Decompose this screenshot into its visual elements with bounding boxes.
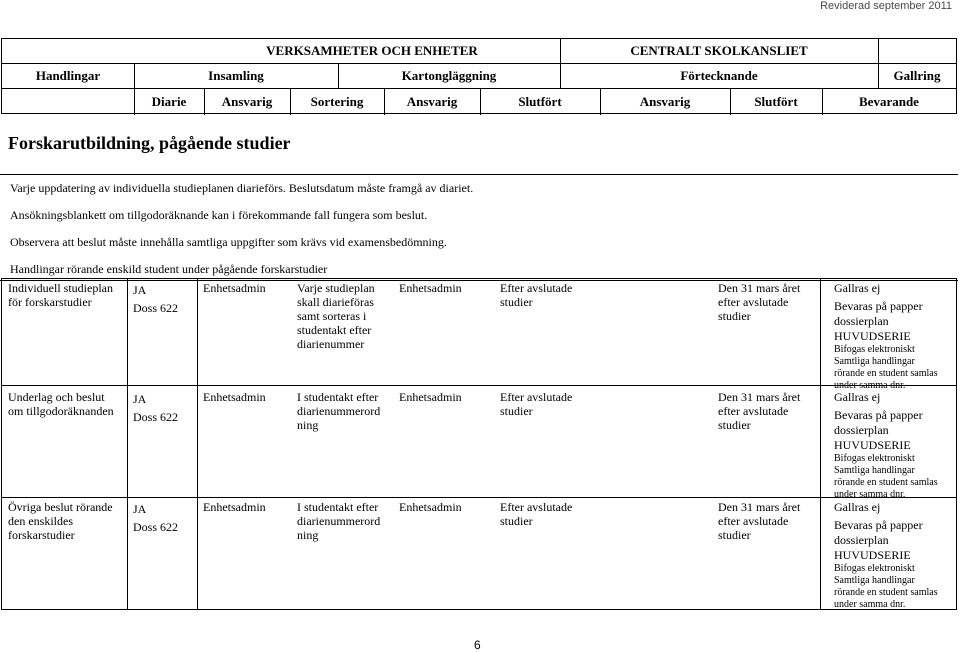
- header-centralt: CENTRALT SKOLKANSLIET: [630, 43, 808, 58]
- handling-name: Övriga beslut rörande den enskildes forskarstudier: [8, 500, 113, 542]
- header-row-3: [2, 88, 956, 115]
- records-table: [1, 278, 958, 610]
- diarie-cell: JA Doss 622: [133, 283, 179, 315]
- header-slutfort-1: Slutfört: [518, 94, 562, 109]
- ansvarig-cell: Enhetsadmin: [203, 390, 266, 404]
- header-diarie: Diarie: [151, 94, 187, 109]
- header-bevarande: Bevarande: [859, 94, 919, 109]
- slutfort-cell: Efter avslutade studier: [500, 281, 573, 309]
- sortering-cell: Varje studieplan skall diarieföras samt sorteras i studentakt efter diarienummer: [297, 281, 375, 351]
- intro-notes: [0, 174, 958, 281]
- section-label: Handlingar rörande enskild student under pågående forskarstudier: [10, 262, 328, 276]
- forteck-cell: Den 31 mars året efter avslutade studier: [718, 500, 801, 542]
- header-slutfort-2: Slutfört: [754, 94, 798, 109]
- ansvarig2-cell: Enhetsadmin: [399, 390, 462, 404]
- header-row-2: [2, 63, 956, 88]
- gallring-cell: Gallras ej Bevaras på papper dossierplan HUVUDSERIE Bifogas elektroniskt Samtliga handlingar rörande en student samlas under samma dnr.: [834, 281, 938, 391]
- header-sortering: Sortering: [310, 94, 364, 109]
- ansvarig2-cell: Enhetsadmin: [399, 281, 462, 295]
- ansvarig-cell: Enhetsadmin: [203, 500, 266, 514]
- page-title: Forskarutbildning, pågående studier: [8, 133, 291, 153]
- header-row-1: [2, 39, 956, 63]
- header-verksamheter: VERKSAMHETER OCH ENHETER: [266, 43, 478, 58]
- ansvarig2-cell: Enhetsadmin: [399, 500, 462, 514]
- forteck-cell: Den 31 mars året efter avslutade studier: [718, 281, 801, 323]
- handling-name: Underlag och beslut om tillgodoräknanden: [8, 390, 114, 418]
- header-ansvarig-3: Ansvarig: [639, 94, 691, 109]
- slutfort-cell: Efter avslutade studier: [500, 500, 573, 528]
- header-ansvarig-1: Ansvarig: [221, 94, 273, 109]
- header-table: [1, 38, 957, 114]
- ansvarig-cell: Enhetsadmin: [203, 281, 266, 295]
- gallring-cell: Gallras ej Bevaras på papper dossierplan HUVUDSERIE Bifogas elektroniskt Samtliga handlingar rörande en student samlas under samma dnr.: [834, 390, 938, 500]
- page-number: 6: [474, 638, 481, 652]
- header-ansvarig-2: Ansvarig: [406, 94, 458, 109]
- header-forteckande: Förtecknande: [680, 68, 758, 83]
- slutfort-cell: Efter avslutade studier: [500, 390, 573, 418]
- header-gallring: Gallring: [893, 68, 941, 83]
- intro-line: Ansökningsblankett om tillgodoräknande kan i förekommande fall fungera som beslut.: [10, 208, 428, 222]
- sortering-cell: I studentakt efter diarienummerord ning: [297, 390, 381, 432]
- handling-name: Individuell studieplan för forskarstudier: [8, 281, 113, 309]
- intro-line: Observera att beslut måste innehålla samtliga uppgifter som krävs vid examensbedömning.: [10, 235, 447, 249]
- header-insamling: Insamling: [208, 68, 264, 83]
- gallring-cell: Gallras ej Bevaras på papper dossierplan HUVUDSERIE Bifogas elektroniskt Samtliga handlingar rörande en student samlas under samma dnr.: [834, 500, 938, 610]
- header-handlingar: Handlingar: [35, 68, 101, 83]
- sortering-cell: I studentakt efter diarienummerord ning: [297, 500, 381, 542]
- intro-line: Varje uppdatering av individuella studieplanen diarieförs. Beslutsdatum måste framgå av diariet.: [10, 181, 474, 195]
- revised-date: Reviderad september 2011: [820, 0, 952, 12]
- diarie-cell: JA Doss 622: [133, 502, 179, 534]
- header-kartonglaggning: Kartongläggning: [401, 68, 497, 83]
- forteck-cell: Den 31 mars året efter avslutade studier: [718, 390, 801, 432]
- diarie-cell: JA Doss 622: [133, 392, 179, 424]
